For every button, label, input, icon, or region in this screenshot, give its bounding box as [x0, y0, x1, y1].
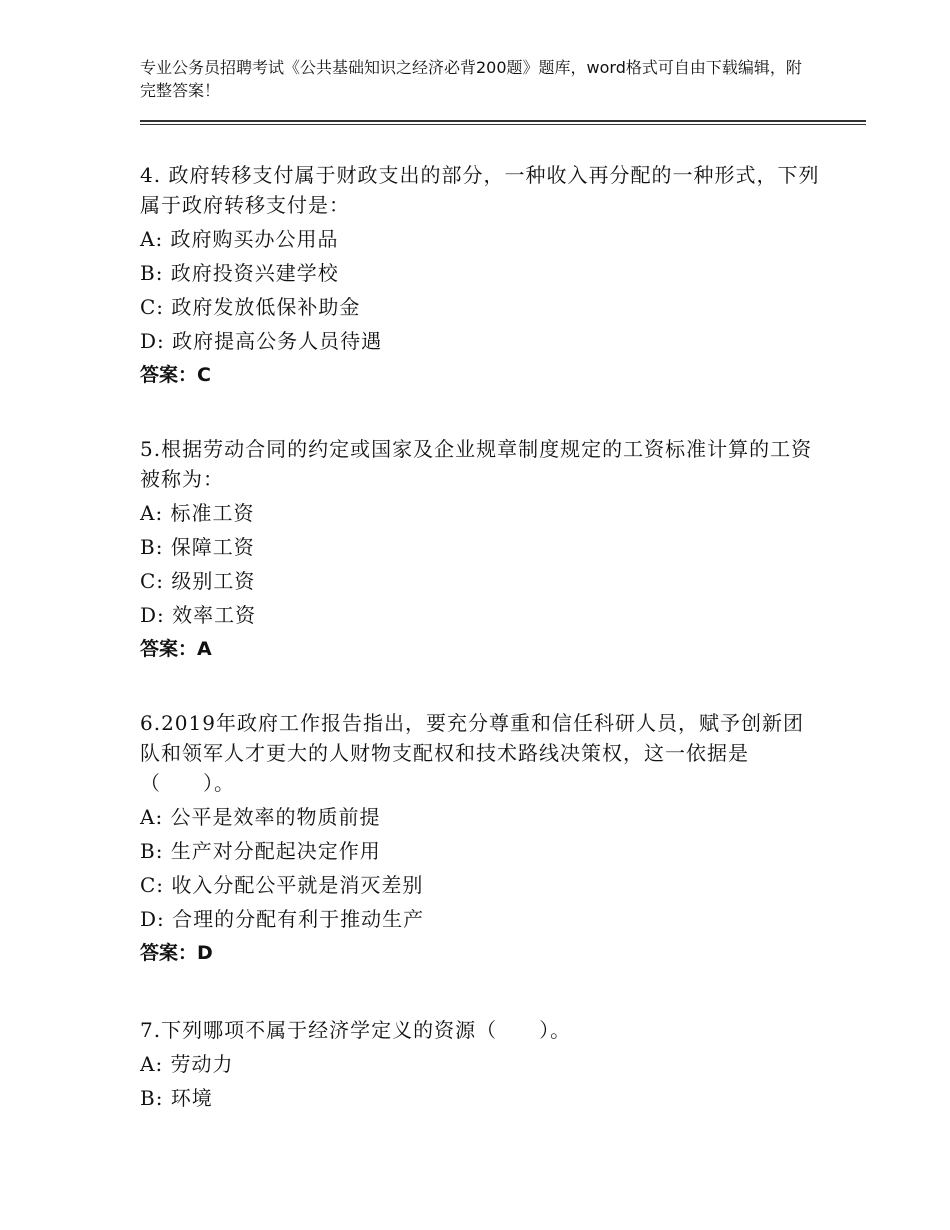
option-b: B: 生产对分配起决定作用	[140, 839, 381, 863]
option-a: A: 标准工资	[140, 501, 255, 525]
question-4	[140, 160, 820, 390]
option-d: D: 政府提高公务人员待遇	[140, 329, 383, 353]
document-header: 专业公务员招聘考试《公共基础知识之经济必背200题》题库，word格式可自由下载编辑，附完整答案！	[140, 58, 802, 100]
option-a: A: 公平是效率的物质前提	[140, 805, 381, 829]
option-b: B: 环境	[140, 1086, 213, 1110]
header-divider	[140, 120, 866, 122]
answer: 答案：D	[140, 942, 213, 964]
option-c: C: 级别工资	[140, 569, 256, 593]
header-divider-thin	[140, 124, 866, 125]
question-6	[140, 708, 820, 968]
option-d: D: 效率工资	[140, 603, 257, 627]
question-7	[140, 1015, 820, 1113]
question-stem: 4. 政府转移支付属于财政支出的部分，一种收入再分配的一种形式，下列属于政府转移支付是：	[140, 163, 820, 217]
option-b: B: 政府投资兴建学校	[140, 261, 339, 285]
option-c: C: 收入分配公平就是消灭差别	[140, 873, 424, 897]
question-5	[140, 434, 820, 664]
option-a: A: 政府购买办公用品	[140, 227, 339, 251]
answer: 答案：C	[140, 364, 211, 386]
option-d: D: 合理的分配有利于推动生产	[140, 907, 425, 931]
question-stem: 7.下列哪项不属于经济学定义的资源（ ）。	[140, 1018, 572, 1042]
option-b: B: 保障工资	[140, 535, 255, 559]
question-stem: 6.2019年政府工作报告指出，要充分尊重和信任科研人员，赋予创新团队和领军人才更大的人财物支配权和技术路线决策权，这一依据是（ ）。	[140, 711, 804, 795]
option-c: C: 政府发放低保补助金	[140, 295, 361, 319]
answer: 答案：A	[140, 638, 212, 660]
option-a: A: 劳动力	[140, 1052, 234, 1076]
question-stem: 5.根据劳动合同的约定或国家及企业规章制度规定的工资标准计算的工资被称为：	[140, 437, 813, 491]
